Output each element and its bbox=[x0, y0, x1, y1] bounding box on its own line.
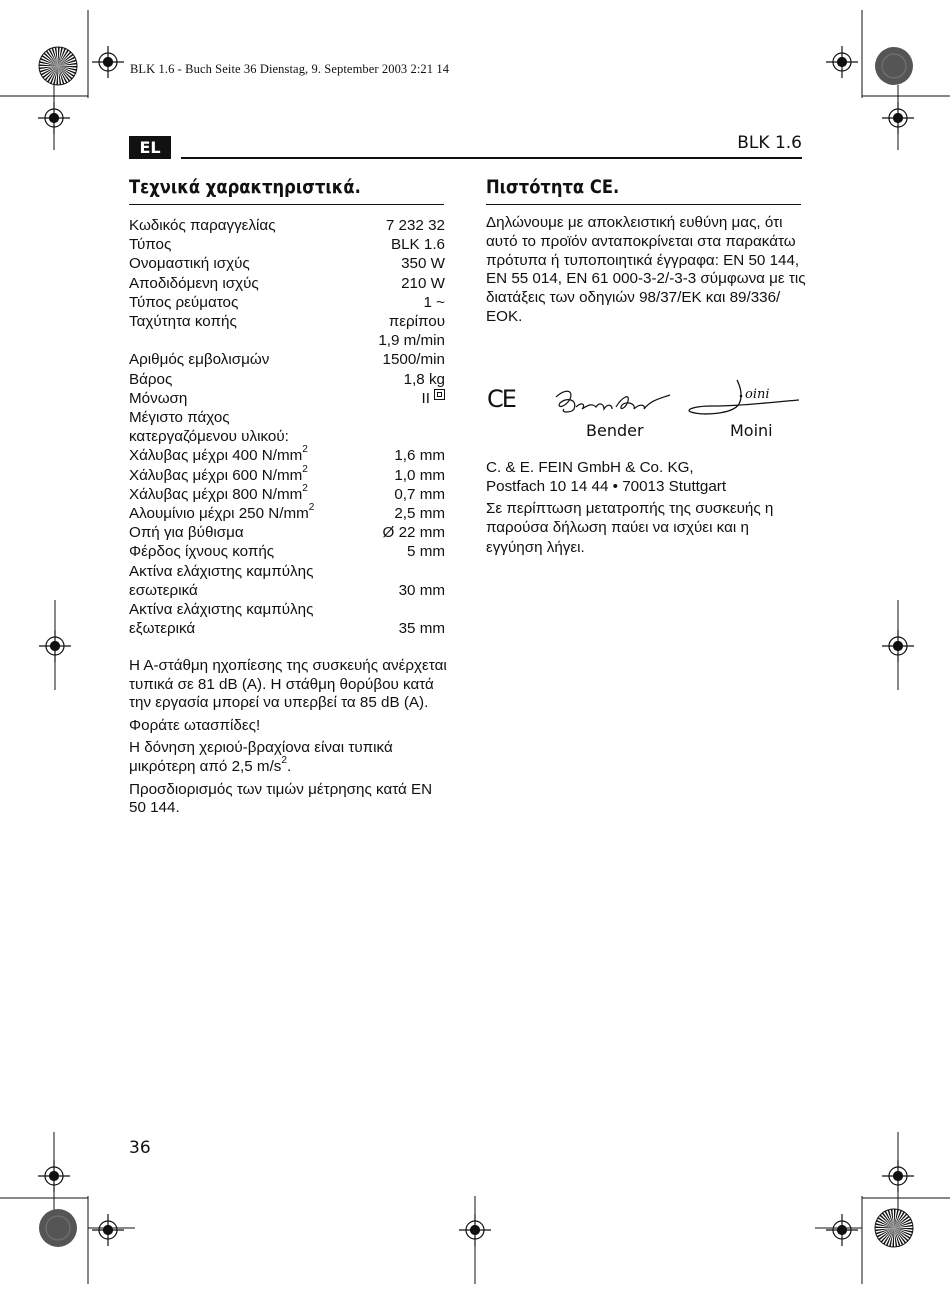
spec-row bbox=[129, 581, 445, 600]
ce-mark: CE bbox=[487, 385, 515, 413]
spec-label: Χάλυβας μέχρι 400 $N/mm^2$ bbox=[129, 444, 308, 465]
spec-label: Ονομαστική ισχύς bbox=[129, 255, 250, 273]
spec-row bbox=[129, 408, 445, 427]
company-block bbox=[486, 458, 806, 559]
spec-value: 1,8 kg bbox=[403, 370, 445, 388]
spec-label: Κωδικός παραγγελίας bbox=[129, 217, 276, 234]
notes-block bbox=[129, 657, 449, 822]
spec-value: 1,0 mm bbox=[394, 466, 445, 484]
conformity-title: Πιστότητα CE. bbox=[486, 176, 620, 198]
unit-superscript: 2 bbox=[308, 501, 315, 513]
spec-row bbox=[129, 235, 445, 254]
spec-value: 350 W bbox=[401, 255, 445, 273]
spec-label: εσωτερικά bbox=[129, 581, 198, 599]
spec-row bbox=[129, 542, 445, 561]
spec-value: Ø 22 mm bbox=[382, 524, 445, 542]
noise-note: Η Α-στάθμη ηχοπίεσης της συσκευής ανέρχεται τυπικά σε 81 dB (A). Η στάθμη θορύβου κατά την εργασία μπορεί να υπερβεί τα 85 dB (A). bbox=[129, 657, 447, 712]
spec-row bbox=[129, 216, 445, 235]
spec-label: Αριθμός εμβολισμών bbox=[129, 351, 270, 369]
spec-row bbox=[129, 254, 445, 273]
title-rule-left bbox=[129, 204, 444, 205]
spec-label: Αποδιδόμενη ισχύς bbox=[129, 274, 259, 292]
spec-label: Φέρδος ίχνους κοπής bbox=[129, 543, 275, 561]
spec-row bbox=[129, 446, 445, 465]
spec-row bbox=[129, 600, 445, 619]
spec-row bbox=[129, 482, 445, 504]
unit-superscript: 2 bbox=[302, 482, 308, 494]
spec-row bbox=[129, 312, 445, 350]
spec-row bbox=[129, 523, 445, 542]
technical-title: Τεχνικά χαρακτηριστικά. bbox=[129, 176, 361, 198]
spec-value: 35 mm bbox=[398, 620, 445, 638]
language-tag: EL bbox=[129, 136, 171, 159]
spec-label: Αλουμίνιο μέχρι 250 $N/mm^2$ bbox=[129, 501, 315, 523]
spec-value: 2,5 mm bbox=[394, 505, 445, 523]
header-rule bbox=[181, 157, 802, 159]
company-address: Postfach 10 14 44 • 70013 Stuttgart bbox=[486, 478, 727, 496]
spec-value: 30 mm bbox=[398, 581, 445, 599]
spec-value: 1,6 mm bbox=[394, 447, 445, 465]
validity-note: Σε περίπτωση μετατροπής της συσκευής η παρούσα δήλωση παύει να ισχύει και η εγγύηση λήγει. bbox=[486, 499, 774, 556]
spec-value: 5 mm bbox=[407, 543, 445, 561]
spec-label: Τύπος ρεύματος bbox=[129, 293, 239, 311]
unit-superscript: 2 bbox=[302, 444, 308, 456]
registration-star-icon bbox=[875, 1209, 913, 1247]
spec-value: 1500/min bbox=[382, 351, 445, 369]
svg-text:oini: oini bbox=[745, 387, 770, 402]
spec-label: Ακτίνα ελάχιστης καμπύλης bbox=[129, 562, 314, 580]
spec-value: περίπου 1,9 m/min bbox=[378, 313, 445, 350]
vibration-note: Η δόνηση χεριού-βραχίονα είναι τυπικά μικρότερη από 2,5 $m/s^2$. bbox=[129, 739, 393, 775]
declaration-text: Δηλώνουμε με αποκλειστική ευθύνη μας, ότι αυτό το προϊόν ανταποκρίνεται στα παρακάτω πρότυπα ή τυποποιητικά έγγραφα: EN 50 144, EN 55 014, EN 61 000-3-2/-3-3 σύμφωνα με τις διατάξεις των οδηγιών 98/37/ΕΚ και 89/336/ΕΟΚ. bbox=[486, 214, 806, 325]
measurement-note: Προσδιορισμός των τιμών μέτρησης κατά EN 50 144. bbox=[129, 780, 433, 817]
spec-value: 7 232 32 bbox=[385, 217, 445, 234]
spec-value: 0,7 mm bbox=[394, 485, 445, 503]
spec-row bbox=[129, 619, 445, 638]
ear-protection-note: Φοράτε ωτασπίδες! bbox=[129, 716, 261, 734]
spec-row bbox=[129, 370, 445, 389]
spec-label: Τύπος bbox=[129, 236, 172, 254]
spec-row bbox=[129, 293, 445, 312]
spec-label: Ταχύτητα κοπής bbox=[129, 313, 237, 331]
spec-row bbox=[129, 389, 445, 408]
signature-bender bbox=[552, 383, 674, 423]
spec-value: 1 ~ bbox=[423, 293, 445, 311]
model-name: BLK 1.6 bbox=[737, 133, 802, 153]
spec-row bbox=[129, 562, 445, 581]
title-rule-right bbox=[486, 204, 801, 205]
spec-label: Ακτίνα ελάχιστης καμπύλης bbox=[129, 601, 314, 619]
spec-label: εξωτερικά bbox=[129, 620, 196, 638]
signature-moini bbox=[683, 378, 801, 424]
unit-superscript: 2 bbox=[302, 463, 308, 475]
spec-label: Οπή για βύθισμα bbox=[129, 524, 244, 542]
spec-label: Μόνωση bbox=[129, 389, 188, 407]
spec-table bbox=[129, 216, 445, 638]
spec-row bbox=[129, 427, 445, 446]
spec-row bbox=[129, 274, 445, 293]
spec-row bbox=[129, 501, 445, 523]
spec-label: Βάρος bbox=[129, 370, 173, 388]
spec-value: II bbox=[421, 389, 430, 407]
signer-name: Bender bbox=[586, 421, 644, 440]
spec-value: BLK 1.6 bbox=[390, 236, 445, 254]
page-number: 36 bbox=[129, 1138, 151, 1158]
spec-row bbox=[129, 350, 445, 369]
registration-star-icon bbox=[39, 47, 77, 85]
spec-label: κατεργαζόμενου υλικού: bbox=[129, 428, 289, 446]
spec-label: Μέγιστο πάχος bbox=[129, 409, 230, 427]
signer-name: Moini bbox=[730, 421, 773, 440]
double-insulation-icon bbox=[434, 389, 445, 400]
spec-value: 210 W bbox=[401, 274, 445, 292]
spec-label: Χάλυβας μέχρι 800 $N/mm^2$ bbox=[129, 482, 308, 503]
spec-row bbox=[129, 463, 445, 485]
print-slug: BLK 1.6 - Buch Seite 36 Dienstag, 9. September 2003 2:21 14 bbox=[130, 62, 450, 76]
spec-label: Χάλυβας μέχρι 600 $N/mm^2$ bbox=[129, 463, 308, 484]
company-name: C. & E. FEIN GmbH & Co. KG, bbox=[486, 459, 694, 476]
